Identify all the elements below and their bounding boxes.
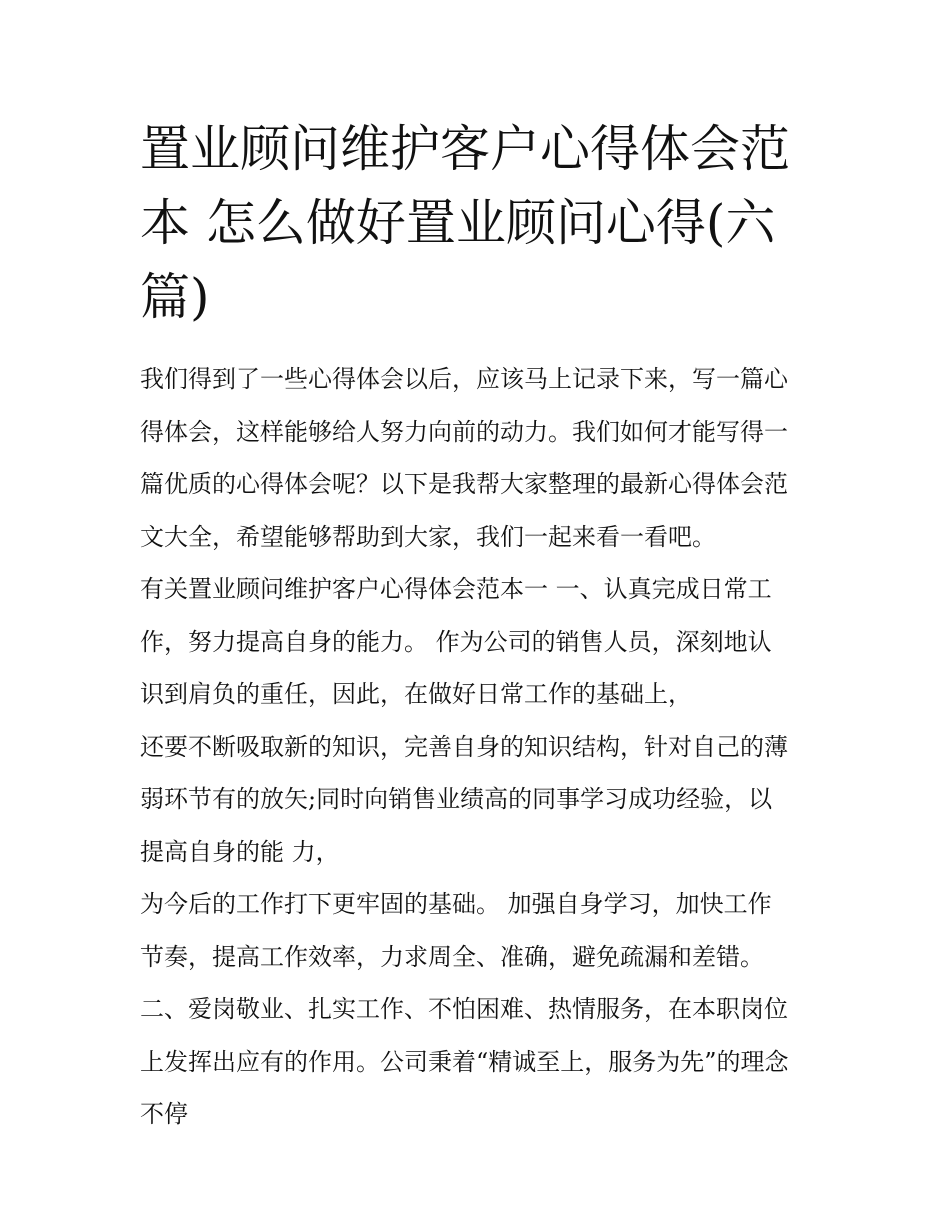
body-line: 识到肩负的重任，因此，在做好日常工作的基础上， [140, 680, 692, 708]
body-line: 上发挥出应有的作用。公司秉着“精诚至上，服务为先”的理念 [140, 1047, 789, 1076]
title-line-2: 本 怎么做好置业顾问心得(六 [140, 194, 776, 252]
document-body [140, 353, 830, 1141]
body-line: 不停 [140, 1100, 188, 1128]
body-line: 我们得到了一些心得体会以后，应该马上记录下来，写一篇心 [140, 365, 788, 393]
body-line: 有关置业顾问维护客户心得体会范本一 一、认真完成日常工 [140, 575, 772, 603]
body-line: 还要不断吸取新的知识，完善自身的知识结构，针对自己的薄 [140, 732, 788, 761]
document-title [140, 112, 820, 334]
body-line: 篇优质的心得体会呢？以下是我帮大家整理的最新心得体会范 [140, 470, 788, 498]
body-line: 二、爱岗敬业、扎实工作、不怕困难、热情服务，在本职岗位 [140, 995, 788, 1023]
title-line-3: 篇) [140, 268, 210, 326]
body-line: 提高自身的能 力， [140, 837, 340, 866]
body-line: 为今后的工作打下更牢固的基础。 加强自身学习，加快工作 [140, 890, 772, 918]
title-line-1: 置业顾问维护客户心得体会范 [140, 120, 790, 178]
body-line: 作，努力提高自身的能力。 作为公司的销售人员，深刻地认 [140, 627, 772, 656]
body-line: 文大全，希望能够帮助到大家，我们一起来看一看吧。 [140, 522, 716, 551]
body-line: 弱环节有的放矢;同时向销售业绩高的同事学习成功经验，以 [140, 785, 773, 813]
body-line: 得体会，这样能够给人努力向前的动力。我们如何才能写得一 [140, 417, 788, 446]
body-line: 节奏，提高工作效率，力求周全、准确，避免疏漏和差错。 [140, 942, 764, 971]
